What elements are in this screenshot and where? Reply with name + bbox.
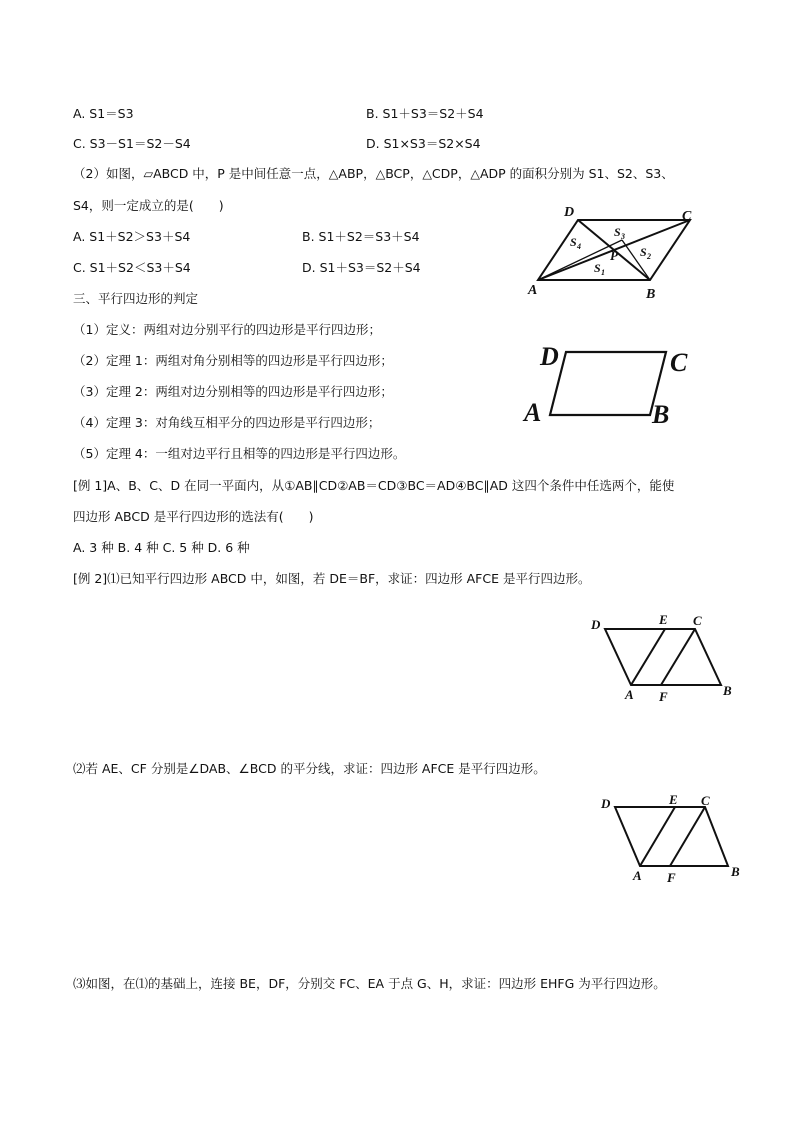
q2-option-c: C. S1＋S2＜S3＋S4 [73,260,191,275]
q2-option-a: A. S1＋S2＞S3＋S4 [73,229,191,244]
fig3-label-d: D [591,617,601,632]
section3-item-4: （4）定理 3：对角线互相平分的四边形是平行四边形； [73,415,381,430]
fig3-label-f: F [659,689,668,704]
q2-option-b: B. S1＋S2＝S3＋S4 [302,229,420,244]
section3-item-1: （1）定义：两组对边分别平行的四边形是平行四边形； [73,322,381,337]
fig1-label-s3-sub: 3 [621,232,625,241]
fig1-label-a: A [528,283,538,298]
fig1-label-s4: S [570,235,577,249]
fig1-label-s2-sub: 2 [647,252,651,261]
fig1-label-c: C [682,209,692,224]
section3-heading: 三、平行四边形的判定 [73,291,199,306]
fig1-label-s4-sub: 4 [577,242,581,251]
fig2-label-d: D [540,342,559,371]
figure-parallelogram-abcd [520,335,700,430]
example2-part3: ⑶如图，在⑴的基础上，连接 BE，DF，分别交 FC、EA 于点 G、H，求证：四边形 EHFG 为平行四边形。 [73,976,666,991]
figure-parallelogram-aecf-1 [585,605,745,705]
q1-option-c: C. S3－S1＝S2－S4 [73,136,191,151]
q1-option-b: B. S1＋S3＝S2＋S4 [366,106,484,121]
q1-option-d: D. S1×S3＝S2×S4 [366,136,481,151]
q2-stem-line2: S4，则一定成立的是( ) [73,198,224,213]
fig3-label-b: B [723,683,732,698]
q2-stem-line1: （2）如图，▱ABCD 中，P 是中间任意一点，△ABP，△BCP，△CDP，△ADP 的面积分别为 S1、S2、S3、 [73,166,674,181]
fig3-label-e: E [659,612,668,627]
example1-line2: 四边形 ABCD 是平行四边形的选法有( ) [73,509,314,524]
fig4-label-a: A [633,868,642,883]
fig1-label-b: B [646,287,656,302]
section3-item-2: （2）定理 1：两组对角分别相等的四边形是平行四边形； [73,353,393,368]
q1-option-a: A. S1＝S3 [73,106,134,121]
fig2-label-c: C [670,348,688,377]
fig1-label-s3: S [614,225,621,239]
section3-item-3: （3）定理 2：两组对边分别相等的四边形是平行四边形； [73,384,393,399]
figure-parallelogram-point-p [520,200,710,300]
fig1-label-s1: S [594,261,601,275]
fig4-label-f: F [667,870,676,885]
example1-options: A. 3 种 B. 4 种 C. 5 种 D. 6 种 [73,540,250,555]
fig4-label-e: E [669,792,678,807]
figure-parallelogram-aecf-2 [595,790,755,890]
fig1-label-s1-sub: 1 [601,268,605,277]
example1-line1: [例 1]A、B、C、D 在同一平面内，从①AB∥CD②AB＝CD③BC＝AD④BC∥AD 这四个条件中任选两个，能使 [73,478,675,493]
q2-option-d: D. S1＋S3＝S2＋S4 [302,260,421,275]
fig3-label-a: A [625,687,634,702]
fig2-label-b: B [652,400,670,429]
section3-item-5: （5）定理 4：一组对边平行且相等的四边形是平行四边形。 [73,446,406,461]
fig2-label-a: A [524,398,542,427]
fig1-label-p: P [610,248,618,263]
example2-part1: [例 2]⑴已知平行四边形 ABCD 中，如图，若 DE＝BF，求证：四边形 AFCE 是平行四边形。 [73,571,591,586]
fig1-label-d: D [564,205,575,220]
example2-part2: ⑵若 AE、CF 分别是∠DAB、∠BCD 的平分线，求证：四边形 AFCE 是平行四边形。 [73,761,546,776]
fig4-label-b: B [731,864,740,879]
fig1-label-s2: S [640,245,647,259]
fig4-label-d: D [601,796,611,811]
fig3-label-c: C [693,613,702,628]
fig4-label-c: C [701,793,710,808]
